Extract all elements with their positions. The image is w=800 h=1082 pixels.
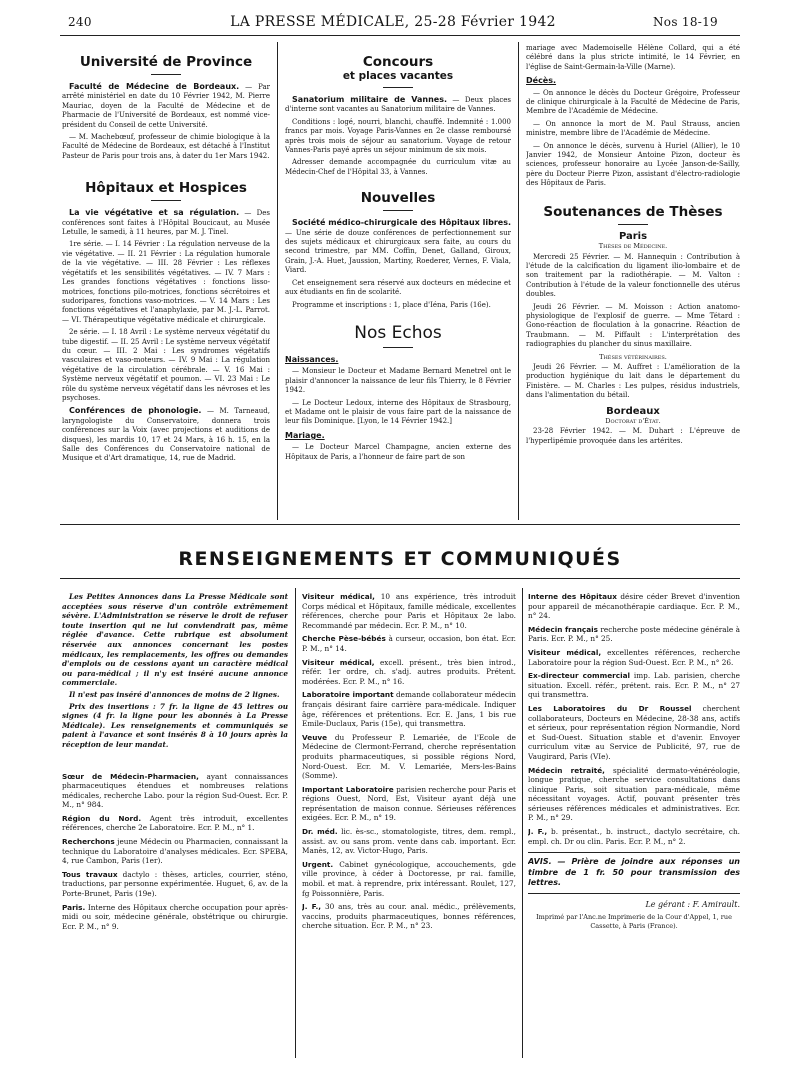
ad-lead: Dr. méd. [302,827,338,837]
paragraph: 1re série. — I. 14 Février : La régulation nerveuse de la vie végétative. — II. 21 Février : La régulation humorale de la vie végétative. — III. 28 Février : Les réflexes végétatifs et les sensibilités végétatives. — IV. 7 Mars : Les grandes fonctions végétatives : fonctions lisso-motrices, fonctions pilo-motrices, fonctions sécrétoires et sudoripares, fonctions vaso-motrices. — V. 14 Mars : Les fonctions végétatives et l'anaphylaxie, par M. J.-L. Parrot. — VI. Thérapeutique végétative médicale et chirurgicale. [62,240,270,324]
paragraph: Jeudi 26 Février. — M. Auffret : L'amélioration de la production hygiénique du lait dans le département du Finistère. — M. Charles : Les pulpes, résidus industriels, dans l'alimentation du bétail. [526,362,740,400]
ad-text: lic. ès-sc., stomatologiste, titres, dem. rempl., assist. av. ou sans prom. vente dans cab. important. Ecr. Manès, 12, av. Victor-Hugo, Paris. [302,827,516,856]
thesis-category: Thèses vétérinaires. [599,352,667,361]
ad-text: demande collaborateur médecin français désirant faire carrière para-médicale. Indiquer âge, références et prétentions. Ecr. E. Jans, 1 bis rue Emile-Duclaux, Paris (15e), qui transmettra. [302,690,516,729]
ad-lead: Ex-directeur commercial [528,671,631,681]
section-title: Soutenances de Thèses [543,203,723,220]
paragraph: — Monsieur le Docteur et Madame Bernard Menetrel ont le plaisir d'annoncer la naissance de leur fils Thierry, le 8 Février 1942. [285,367,511,395]
paragraph: Conditions : logé, nourri, blanchi, chauffé. Indemnité : 1.000 francs par mois. Voyage Paris-Vannes en 2e classe remboursé après trois mois de séjour au sanatorium. Voyage de retour Vannes-Paris payé après un séjour minimum de six mois. [285,117,511,155]
ad-text: imp. Lab. parisien, cherche situation. Excell. référ., prétent. rais. Ecr. P. M., n° 27 qui transmettra. [528,671,740,700]
paragraph: Sanatorium militaire de Vannes. — Deux places d'interne sont vacantes au Sanatorium militaire de Vannes. [285,95,511,114]
paragraph: 23-28 Février 1942. — M. Duhart : L'épreuve de l'hyperlipémie provoquée dans les artérites. [526,427,740,445]
section-rule [383,87,413,88]
ad-lead: Interne des Hôpitaux [528,592,617,601]
ad-text: excell. présent., très bien introd., référ. 1er ordre, ch. s'adj. autres produits. Prétent. modérées. Ecr. P. M., n° 16. [302,657,516,686]
ad-lead: Médecin retraité, [528,765,605,775]
column-divider [277,42,278,520]
ad-text: recherche poste médecine générale à Paris. Ecr. P. M., n° 25. [528,624,740,644]
paragraph: — On annonce la mort de M. Paul Strauss, ancien ministre, membre libre de l'Académie de Médecine. [526,119,740,138]
classified-ad [302,827,516,856]
ad-text: b. présentat., b. instruct., dactylo secrétaire, ch. empl. ch. Dr ou clin. Paris. Ecr. P. M., n° 2. [528,827,740,846]
ad-lead: Région du Nord. [62,813,142,823]
column-divider [522,588,523,1058]
ad-lead: Visiteur médical, [302,592,375,601]
ads-column-3 [528,592,740,1062]
item-heading: Sanatorium militaire de Vannes. [292,95,448,104]
column-divider [295,588,296,1058]
subsection-label: Décès. [526,76,557,86]
banner-rule [60,578,740,579]
classified-ad [302,902,516,931]
ads-list [528,592,740,846]
item-heading: Société médico-chirurgicale des Hôpitaux libres. [292,218,511,228]
page-number: 240 [68,15,92,29]
notice-paragraph: Il n'est pas inséré d'annonces de moins de 2 lignes. [69,689,280,699]
section-rule [383,347,413,348]
classified-ad [302,690,516,728]
ad-text: à curseur, occasion, bon état. Ecr. P. M., n° 14. [302,634,516,653]
ad-text: Agent très introduit, excellentes références, cherche 2e Laboratoire. Ecr. P. M., n° 1. [62,813,288,833]
ads-column-2 [302,592,516,1062]
ad-lead: Sœur de Médecin-Pharmacien, [62,771,199,781]
subsection-label: Naissances. [285,354,339,364]
ad-lead: Paris. [62,902,86,912]
section-subtitle: et places vacantes [342,70,454,82]
classified-ad [528,648,740,667]
classified-ad [528,592,740,621]
city-label: Paris [618,230,648,242]
section-rule [151,200,181,201]
classified-ad [62,814,288,833]
paragraph: Conférences de phonologie. — M. Tarneaud, laryngologiste du Conservatoire, donnera trois conférences sur la Voix (avec projections et auditions de disques), les mardis 10, 17 et 24 Mars, à 16 h. 15, en la Salle des Conférences du Conservatoire national de Musique et d'Art dramatique, 14, rue de Madrid. [62,406,270,463]
paragraph: — Le Docteur Marcel Champagne, ancien externe des Hôpitaux de Paris, a l'honneur de faire part de son [285,443,511,461]
ad-lead: Cherche Pèse-bébés [302,634,386,644]
ad-lead: Laboratoire important [302,690,394,700]
section-rule [383,210,413,211]
avis-notice: AVIS. — Prière de joindre aux réponses un timbre de 1 fr. 50 pour transmission des lettres. [528,852,740,894]
item-heading: La vie végétative et sa régulation. [69,208,240,218]
paragraph: Jeudi 26 Février. — M. Moisson : Action anatomo-physiologique de l'explosif de guerre. — Mme Tétard : Gono-réaction de floculation à la gonacrine. Réaction de Traubmann. — M. Piffault : L'interprétation des radiographies du plancher du sinus maxillaire. [526,302,740,349]
ad-lead: Visiteur médical, [528,647,602,657]
paragraph: — M. Machebœuf, professeur de chimie biologique à la Faculté de Médecine de Bordeaux, est détaché à l'Institut Pasteur de Paris pour trois ans, à dater du 1er Mars 1942. [62,133,270,160]
classified-ad [528,625,740,644]
classified-ad [62,903,288,932]
paragraph: Mercredi 25 Février. — M. Hannequin : Contribution à l'étude de la calcification du ligament ilio-lombaire et de son traitement par la radiothérapie. — M. Valton : Contribution à l'étude de la valeur fonctionnelle des utérus doubles. [526,252,740,299]
classified-ad [528,766,740,824]
section-title: Université de Province [79,54,253,70]
section-title: Concours [362,54,434,70]
classified-ad [62,870,288,899]
ad-text: désire céder Brevet d'invention pour appareil de mécanothérapie cardiaque. Ecr. P. M., n° 24. [528,592,740,621]
thesis-category: Doctorat d'État. [605,417,661,425]
paragraph: — Le Docteur Ledoux, interne des Hôpitaux de Strasbourg, et Madame ont le plaisir de vous faire part de la naissance de leur fils Dominique. [Lyon, le 14 Février 1942.] [285,398,511,426]
classified-ad [302,634,516,653]
ad-text: dactylo : thèses, articles, courrier, sténo, traductions, par personne expérimentée. Huguet, 6, av. de la Porte-Brunet, Paris (19e). [62,869,288,899]
column-3 [526,44,740,520]
section-title: Nouvelles [360,190,436,207]
ads-list [62,772,288,932]
ad-lead: Veuve [302,732,328,742]
section-title: Nos Echos [354,322,442,343]
city-label: Bordeaux [606,405,660,417]
classified-ad [528,827,740,846]
classified-ad [302,860,516,898]
ad-lead: Tous travaux [62,869,118,879]
imprint-line: Imprimé par l'Anc.ne Imprimerie de la Cour d'Appel, 1, rue Cassette, à Paris (France). [536,913,732,930]
classified-ad [302,658,516,687]
gerant-line: Le gérant : F. Amirault. [645,899,740,909]
subsection-label: Mariage. [285,430,325,440]
ad-lead: Recherchons [62,837,115,847]
ad-lead: Les Laboratoires du Dr Roussel [528,703,692,713]
ad-text: du Professeur P. Lemariée, de l'Ecole de Médecine de Clermont-Ferrand, cherche représentation produits pharmaceutiques, si possible régions Nord, Nord-Ouest. Ecr. M. V. Lemariée, Mers-les-Bains (Somme). [302,732,516,781]
page-header [68,12,718,34]
ad-lead: J. F., [528,827,548,837]
ad-text: Cabinet gynécologique, accouchements, gde ville province, à céder à Doctoresse, pr rai. famille, mobil. et mat. à reprendre, prix intéressant. Roulet, 127, fg Poissonnière, Paris. [302,859,516,898]
paragraph: Programme et inscriptions : 1, place d'Iéna, Paris (16e). [292,300,491,309]
paragraph: Faculté de Médecine de Bordeaux. — Par arrêté ministériel en date du 10 Février 1942, M. Pierre Mauriac, doyen de la Faculté de Médecine et de Pharmacie de l'Université de Bordeaux, est nommé vice-président du Conseil de cette Université. [62,82,270,129]
thesis-category: Thèses de Médecine. [598,242,668,251]
ad-lead: Médecin français [528,624,598,634]
header-rule [60,35,740,36]
ads-notice [62,592,288,750]
item-heading: Conférences de phonologie. [69,406,202,416]
paragraph: Cet enseignement sera réservé aux docteurs en médecine et aux étudiants en fin de scolarité. [285,278,511,297]
journal-title: LA PRESSE MÉDICALE, 25-28 Février 1942 [230,14,556,30]
paragraph: Adresser demande accompagnée du curriculum vitæ au Médecin-Chef de l'Hôpital 33, à Vannes. [285,158,511,176]
ad-text: 10 ans expérience, très introduit Corps médical et Hôpitaux, famille médicale, excellentes références, cherche pour Paris et Hôpitaux 2e labo. Recommandé par médecin. Ecr. P. M., n° 10. [302,592,516,630]
paragraph: — On annonce le décès du Docteur Grégoire, Professeur de clinique chirurgicale à la Faculté de Médecine de Paris, Membre de l'Académie de Médecine. [526,88,740,116]
classified-ad [528,704,740,762]
classified-ad [528,671,740,700]
notice-paragraph: Prix des insertions : 7 fr. la ligne de 45 lettres ou signes (4 fr. la ligne pour les abonnés à La Presse Médicale). Les renseignements et communiqués se paient à l'avance et sont insérés 8 à 10 jours après la réception de leur mandat. [62,701,288,749]
ads-list [302,592,516,931]
paragraph: Société médico-chirurgicale des Hôpitaux libres. — Une série de douze conférences de perfectionnement sur des sujets médicaux et chirurgicaux sera faite, au cours du second trimestre, par MM. Coffin, Denet, Galland, Giroux, Grain, J.-A. Huet, Jaussion, Martiny, Roederer, Vernes, F. Viala, Viard. [285,218,511,275]
column-1 [62,54,270,520]
classified-ad [62,837,288,866]
ad-text: excellentes références, recherche Laboratoire pour la région Sud-Ouest. Ecr. P. M., n° 26. [528,647,740,667]
paragraph: La vie végétative et sa régulation. — Des conférences sont faites à l'Hôpital Boucicaut, au Musée Letulle, le samedi, à 11 heures, par M. J. Tinel. [62,208,270,237]
classified-ad [302,592,516,630]
ad-lead: J. F., [302,902,322,912]
classified-ad [302,785,516,823]
ad-lead: Visiteur médical, [302,657,375,667]
section-separator [60,524,740,525]
communiques-banner: RENSEIGNEMENTS ET COMMUNIQUÉS [178,548,622,570]
item-heading: Faculté de Médecine de Bordeaux. [69,82,240,91]
section-rule [151,74,181,75]
classified-ad [62,772,288,810]
ad-text: cherchent collaborateurs, Docteurs en Médecine, 28-38 ans, actifs et sérieux, pour représentation région Normandie, Nord et Sud-Ouest. Situation stable et d'avenir. Envoyer curriculum vitæ au Service de Publicité, 97, rue de Vaugirard, Paris (VIe). [528,703,740,761]
ad-text: Interne des Hôpitaux cherche occupation pour après-midi ou soir, médecine générale, obstétrique ou chirurgie. Ecr. P. M., n° 9. [62,902,288,931]
ad-lead: Urgent. [302,859,334,869]
ad-text: parisien recherche pour Paris et régions Ouest, Nord, Est, Visiteur ayant déjà une représentation de maison connue. Sérieuses références exigées. Ecr. P. M., n° 19. [302,784,516,823]
ad-lead: Important Laboratoire [302,784,394,794]
paragraph: 2e série. — I. 18 Avril : Le système nerveux végétatif du tube digestif. — II. 25 Avril : Le système nerveux végétatif du cœur. — III. 2 Mai : Les syndromes végétatifs vasculaires et vaso-moteurs. — IV. 9 Mai : La régulation végétative de la circulation cérébrale. — V. 16 Mai : Système nerveux végétatif et poumon. — VI. 23 Mai : Le rôle du système nerveux végétatif dans les névroses et les psychoses. [62,328,270,402]
paragraph: — On annonce le décès, survenu à Huriel (Allier), le 10 Janvier 1942, de Monsieur Antoine Pizon, docteur ès sciences, professeur honoraire au Lycée Janson-de-Sailly, père du Docteur Pierre Pizon, assistant d'électro-radiologie des Hôpitaux de Paris. [526,141,740,188]
paragraph: mariage avec Mademoiselle Hélène Collard, qui a été célébré dans la plus stricte intimité, le 14 Février, en l'église de Saint-Germain-la-Ville (Marne). [526,44,740,71]
section-rule [618,224,648,225]
column-divider [518,42,519,520]
ads-column-1 [62,592,288,1062]
column-2 [285,54,511,520]
classified-ad [302,733,516,781]
notice-paragraph: Les Petites Annonces dans La Presse Médicale sont acceptées sous réserve d'un contrôle extrêmement sévère. L'Administration se réserve le droit de refuser toute insertion qui ne lui conviendrait pas, même réglée d'avance. Cette rubrique est absolument réservée aux annonces concernant les postes médicaux, les remplacements, les offres ou demandes d'emplois ou de cessions ayant un caractère médical ou para-médical ; il n'y est inséré aucune annonce commerciale. [62,592,288,688]
section-title: Hôpitaux et Hospices [85,180,247,197]
ad-text: jeune Médecin ou Pharmacien, connaissant la technique du Laboratoire d'analyses médicales. Ecr. SPEBA, 4, rue Cambon, Paris (1er). [62,837,288,866]
issue-numbers: Nos 18-19 [653,15,718,29]
ad-text: ayant connaissances pharmaceutiques étendues et nombreuses relations médicales, recherche Labo. pour la région Sud-Ouest. Ecr. P. M., n° 984. [62,771,288,810]
ad-text: 30 ans, très au cour. anal. médic., prélèvements, vaccins, produits pharmaceutiques, bonnes références, cherche situation. Ecr. P. M., n° 23. [302,902,516,931]
ad-text: spécialité dermato-vénéréologie, longue pratique, cherche service consultations dans clinique Paris, soit situation para-médicale, même nécessitant voyages. Actif, pouvant présenter très sérieuses références médicales et administratives. Ecr. P. M., n° 29. [528,765,740,823]
